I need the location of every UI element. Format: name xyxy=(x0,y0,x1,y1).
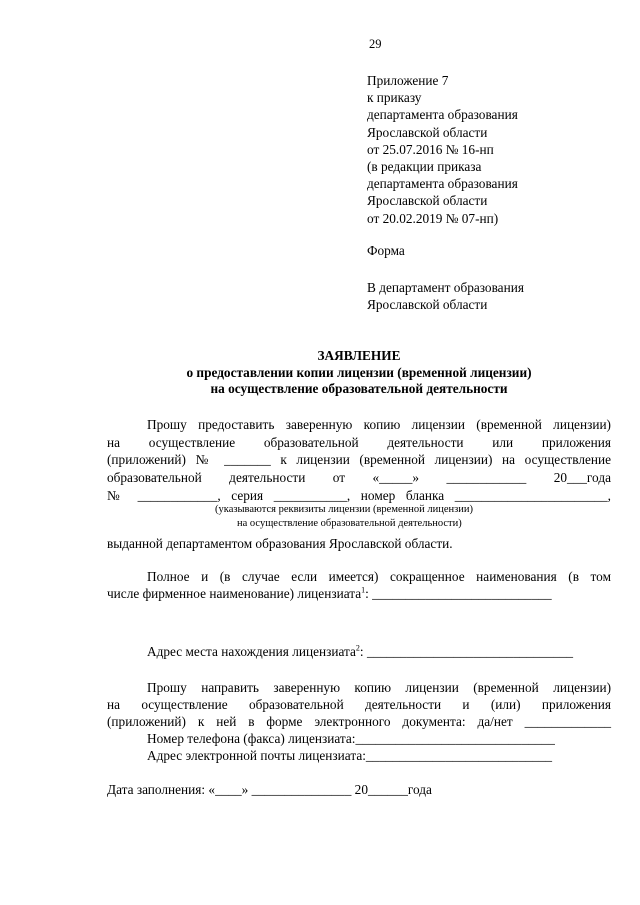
annex-line: Приложение 7 xyxy=(367,73,449,88)
annex-line: от 25.07.2016 № 16-нп xyxy=(367,141,494,157)
addressee-line: В департамент образования xyxy=(367,280,524,295)
body-line: выданной департаментом образования Ярославской области. xyxy=(107,536,453,551)
field-hint: на осуществление образовательной деятельности) xyxy=(237,518,462,529)
body-line: Полное и (в случае если имеется) сокращенное наименования (в том xyxy=(147,569,611,584)
blank-field: : _______________________________ xyxy=(359,644,574,659)
addressee-line: Ярославской области xyxy=(367,297,488,313)
document-title xyxy=(107,348,611,398)
footnote-mark: 2 xyxy=(355,643,360,653)
body-line: № ____________, серия ___________, номер бланка _______________________, xyxy=(107,488,611,503)
title-line: на осуществление образовательной деятельности xyxy=(210,381,508,396)
address-line xyxy=(107,643,611,660)
footnote-mark: 1 xyxy=(361,585,366,595)
annex-line: Ярославской области xyxy=(367,193,488,209)
email-line: Адрес электронной почты лицензиата:____________________________ xyxy=(147,748,553,763)
body-line: на осуществление образовательной деятельности и (или) приложения xyxy=(107,697,611,712)
annex-line: департамента образования xyxy=(367,176,518,192)
form-label: Форма xyxy=(367,243,405,258)
addressee-block xyxy=(367,279,524,313)
body-line: (приложений) к ней в форме электронного документа: да/нет _____________ xyxy=(107,714,611,729)
annex-line: от 20.02.2019 № 07-нп) xyxy=(367,210,499,226)
annex-line: (в редакции приказа xyxy=(367,159,482,175)
body-line: Прошу направить заверенную копию лицензии (временной лицензии) xyxy=(147,680,611,695)
annex-block xyxy=(367,72,518,227)
page-number: 29 xyxy=(369,37,382,51)
date-line: Дата заполнения: «____» _______________ 20______года xyxy=(107,782,432,797)
body-line: образовательной деятельности от «_____» ____________ 20___года xyxy=(107,470,611,485)
annex-line: Ярославской области xyxy=(367,124,488,140)
field-hint: (указываются реквизиты лицензии (временной лицензии) xyxy=(215,504,474,515)
body-text: числе фирменное наименование) лицензиата xyxy=(107,586,362,601)
title-line: о предоставлении копии лицензии (временной лицензии) xyxy=(186,364,532,380)
body-line: Прошу предоставить заверенную копию лицензии (временной лицензии) xyxy=(147,417,611,432)
body-line: (приложений) № _______ к лицензии (временной лицензии) на осуществление xyxy=(107,452,611,467)
body-text: Адрес места нахождения лицензиата xyxy=(147,644,356,659)
annex-line: департамента образования xyxy=(367,107,518,123)
blank-field: : ___________________________ xyxy=(365,586,552,601)
licensee-name-line xyxy=(107,585,611,602)
body-line: на осуществление образовательной деятельности или приложения xyxy=(107,435,611,450)
annex-line: к приказу xyxy=(367,90,422,106)
phone-line: Номер телефона (факса) лицензиата:______________________________ xyxy=(147,731,555,746)
title-line: ЗАЯВЛЕНИЕ xyxy=(317,348,401,363)
